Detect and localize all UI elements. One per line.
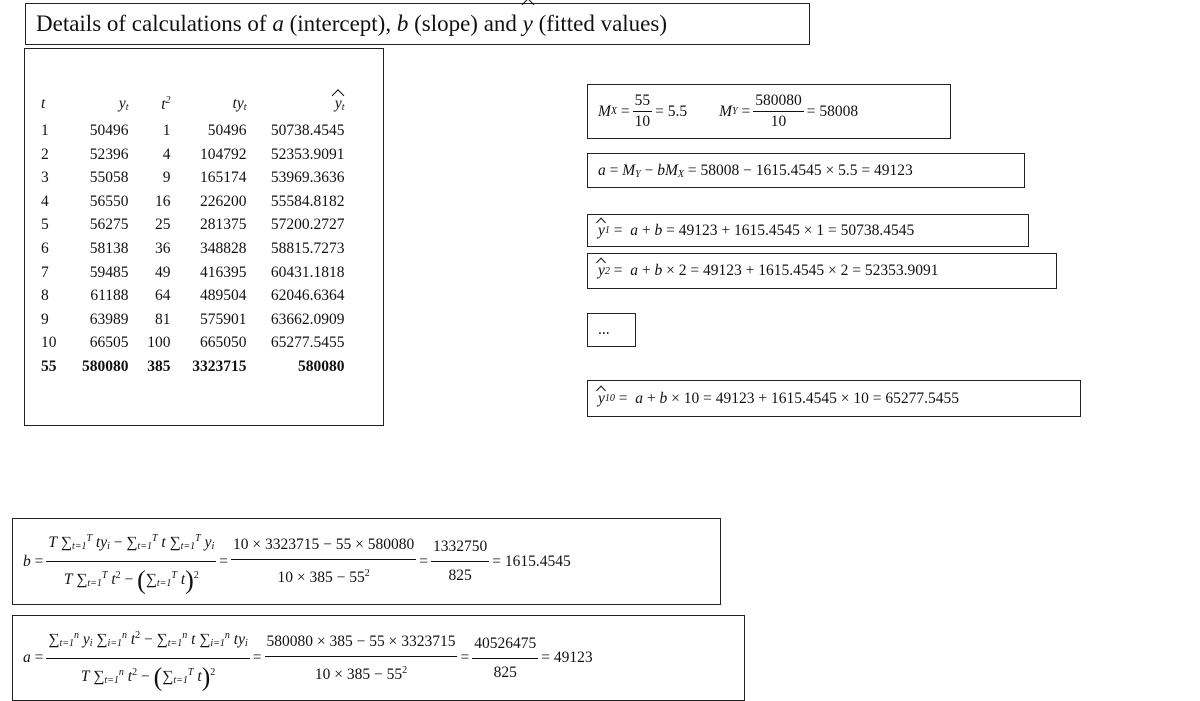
y10-calc-text: = 49123 + 1615.4545 × 10 = 65277.5455 [703, 389, 959, 407]
intercept-numeric-numerator: 580080 × 385 − 55 × 3323715 [265, 629, 458, 657]
cell: 58815.7273 [270, 239, 345, 257]
cell: 100 [147, 334, 171, 352]
cell: 1 [162, 122, 171, 139]
table-total-row [35, 355, 351, 379]
cell: 52396 [89, 145, 129, 163]
slope-formula-box: b = $\frac{T \sum_{t=1}^T ty_i - \sum_{t=1}^T t \sum_{t=1}^T y_i}{T \sum_{t=1}^T t^2 - (\sum_{t=1}^T t)^2}$ = $\frac{10 \times 3323715 - 55 \times 580080}{10 \times 385 - 55^2}$ = $\frac{1332750}{825}$ = 1615.4545 [12, 518, 721, 605]
header-ty-sub: t [243, 102, 247, 113]
cell: 49 [155, 263, 171, 281]
cell: 58138 [89, 239, 129, 257]
my-sub: Y [732, 106, 738, 117]
title-prefix: Details of calculations of [36, 11, 273, 36]
cell: 104792 [200, 145, 247, 163]
cell: 2 [41, 145, 49, 163]
cell: 63989 [89, 310, 129, 328]
cell: 165174 [200, 169, 247, 187]
table-row [35, 331, 351, 355]
slope-numeric-denominator: $10 \times 385 - 55^2$ [277, 568, 370, 586]
fitted-y2-box: y 2 = a + b × 2 = 49123 + 1615.4545 × 2 = 52353.9091 [587, 253, 1057, 289]
ellipsis-text: ... [598, 321, 610, 338]
total-cell: 580080 [82, 357, 129, 375]
cell: 665050 [200, 334, 247, 352]
slope-numeric-fraction [231, 532, 416, 591]
cell: 4 [162, 145, 171, 163]
mx-sub: X [610, 106, 618, 117]
cell: 1 [41, 122, 49, 139]
mx-numerator: 55 [633, 92, 653, 112]
cell: 489504 [200, 287, 247, 305]
page-title [25, 3, 810, 45]
my-value: = 58008 [806, 102, 859, 120]
fitted-y10-box: y 10 = a + b × 10 = 49123 + 1615.4545 × 10 = 65277.5455 [587, 380, 1081, 417]
cell: 60431.1818 [270, 263, 345, 281]
title-a-var: a [272, 11, 284, 36]
mx-value: = 5.5 [655, 102, 688, 120]
cell: 57200.2727 [270, 216, 345, 234]
y10-hat: y [598, 389, 605, 407]
slope-general-numerator: T $\sum_{t=1}^T$ $ty_i - \sum_{t=1}^T$ t $\sum_{t=1}^T$ $y_i$ [46, 526, 216, 562]
title-a-desc: (intercept), [283, 11, 397, 36]
table-row [35, 166, 351, 190]
table-row [35, 213, 351, 237]
cell: 9 [162, 169, 171, 187]
cell: 50738.4545 [270, 122, 345, 139]
cell: 56550 [89, 192, 129, 210]
slope-general-fraction [46, 526, 216, 597]
table-body [35, 119, 351, 379]
header-yhat-sub: t [341, 102, 345, 113]
intercept-result: = 49123 [541, 649, 593, 666]
y1-calc-text: = 49123 + 1615.4545 × 1 = 50738.4545 [666, 221, 915, 239]
cell: 50496 [207, 122, 247, 139]
data-table [35, 89, 351, 379]
table-row [35, 284, 351, 308]
intercept-calc-box [587, 153, 1025, 188]
intercept-reduced-fraction [472, 631, 538, 686]
header-t2-label: t [161, 95, 166, 113]
cell: 53969.3636 [270, 169, 345, 187]
header-t-label: t [41, 95, 46, 112]
intercept-numeric-fraction [265, 629, 458, 688]
y1-hat: y [598, 221, 605, 239]
intercept-calc-text: = 58008 − 1615.4545 × 5.5 = 49123 [687, 161, 913, 179]
cell: 64 [155, 287, 171, 305]
title-b-desc: (slope) and [408, 11, 523, 36]
title-y-hat-var: y [523, 4, 533, 44]
total-cell: 55 [41, 357, 57, 375]
cell: 56275 [89, 216, 129, 234]
cell: 25 [155, 216, 171, 234]
slope-general-denominator: T $\sum_{t=1}^T$ $t^2 - (\sum_{t=1}^T$ t)$^2$ [63, 565, 199, 595]
header-ty [177, 89, 253, 119]
slope-numeric-numerator: 10 × 3323715 − 55 × 580080 [231, 532, 416, 560]
cell: 59485 [89, 263, 129, 281]
y2-hat: y [598, 262, 605, 279]
header-ty-label: ty [232, 95, 244, 112]
intercept-reduced-numerator: 40526475 [472, 631, 538, 659]
cell: 8 [41, 287, 49, 305]
table-row [35, 119, 351, 143]
my-fraction [753, 92, 804, 131]
cell: 16 [155, 192, 171, 210]
cell: 52353.9091 [270, 145, 345, 163]
mx-denominator: 10 [634, 113, 651, 130]
cell: 4 [41, 192, 49, 210]
intercept-formula-box: a = $\frac{\sum_{t=1}^n y_i \sum_{i=1}^n t^2 - \sum_{t=1}^n t \sum_{i=1}^n ty_i}{T \sum_{t=1}^n t^2 - (\sum_{t=1}^T t)^2}$ = $\frac{580080 \times 385 - 55 \times 3323715}{10 \times 385 - 55^2}$ = $\frac{40526475}{825}$ = 49123 [12, 615, 745, 701]
slope-reduced-numerator: 1332750 [431, 534, 489, 562]
mx-fraction [633, 92, 653, 131]
total-cell: 3323715 [192, 357, 247, 375]
cell: 55584.8182 [270, 192, 345, 210]
header-y-sub: t [125, 102, 129, 113]
table-row [35, 261, 351, 285]
intercept-general-fraction [46, 623, 249, 694]
cell: 63662.0909 [270, 310, 345, 328]
table-row [35, 237, 351, 261]
cell: 61188 [90, 287, 129, 305]
header-t [35, 89, 63, 119]
header-yhat-label: y [334, 95, 342, 112]
slope-reduced-fraction [431, 534, 489, 589]
table-row [35, 143, 351, 167]
cell: 3 [41, 169, 49, 187]
intercept-reduced-denominator: 825 [493, 663, 517, 681]
intercept-general-numerator: $\sum_{t=1}^n$ $y_i$ $\sum_{i=1}^n$ $t^2 - \sum_{t=1}^n$ t $\sum_{i=1}^n$ $ty_i$ [46, 623, 249, 659]
table-header-row [35, 89, 351, 119]
my-denominator: 10 [770, 113, 787, 130]
total-cell: 385 [147, 357, 171, 375]
cell: 281375 [200, 216, 247, 234]
header-t2 [135, 89, 177, 119]
slope-den-text: 10 × 385 − 55 [277, 569, 365, 586]
data-table-box [24, 48, 384, 426]
intercept-general-denominator: T $\sum_{t=1}^n$ $t^2 - (\sum_{t=1}^T$ t)$^2$ [80, 661, 216, 691]
mx-label: M [598, 102, 611, 120]
header-y [63, 89, 135, 119]
cell: 575901 [200, 310, 247, 328]
y10-sub: 10 [604, 393, 615, 404]
table-row [35, 190, 351, 214]
cell: 50496 [89, 122, 129, 139]
intercept-den-text: 10 × 385 − 55 [314, 665, 403, 683]
header-yhat [253, 89, 351, 119]
y2-calc-text: = 49123 + 1615.4545 × 2 = 52353.9091 [690, 262, 939, 279]
means-box: M X = $\frac{55}{10}$ = 5.5 M Y = $\frac{580080}{10}$ = 58008 [587, 84, 951, 139]
cell: 6 [41, 239, 49, 257]
cell: 10 [41, 334, 57, 352]
title-y-desc: (fitted values) [532, 11, 668, 36]
cell: 416395 [200, 263, 247, 281]
table-row [35, 308, 351, 332]
title-b-var: b [396, 11, 409, 36]
cell: 81 [155, 310, 171, 328]
cell: 55058 [89, 169, 129, 187]
cell: 9 [41, 310, 49, 328]
intercept-calc-lhs: $a = M_Y - bM_X$ [598, 161, 685, 180]
y1-sub: 1 [604, 225, 610, 236]
my-label: M [719, 102, 733, 120]
cell: 5 [41, 216, 49, 234]
my-numerator: 580080 [753, 92, 804, 112]
fitted-y1-box: y 1 = a + b = 49123 + 1615.4545 × 1 = 50738.4545 [587, 214, 1029, 247]
cell: 226200 [200, 192, 247, 210]
ellipsis-box [587, 313, 636, 347]
cell: 7 [41, 263, 49, 281]
slope-result: = 1615.4545 [492, 552, 571, 570]
cell: 348828 [200, 239, 247, 257]
cell: 62046.6364 [270, 287, 345, 305]
cell: 66505 [89, 334, 129, 352]
y2-sub: 2 [604, 265, 610, 277]
cell: 65277.5455 [270, 334, 345, 352]
header-y-label: y [118, 95, 126, 112]
intercept-numeric-denominator: $10 \times 385 - 55^2$ [314, 664, 408, 683]
header-t2-sup: 2 [165, 94, 171, 106]
slope-reduced-denominator: 825 [448, 567, 472, 584]
cell: 36 [155, 239, 171, 257]
total-cell: 580080 [298, 357, 345, 375]
